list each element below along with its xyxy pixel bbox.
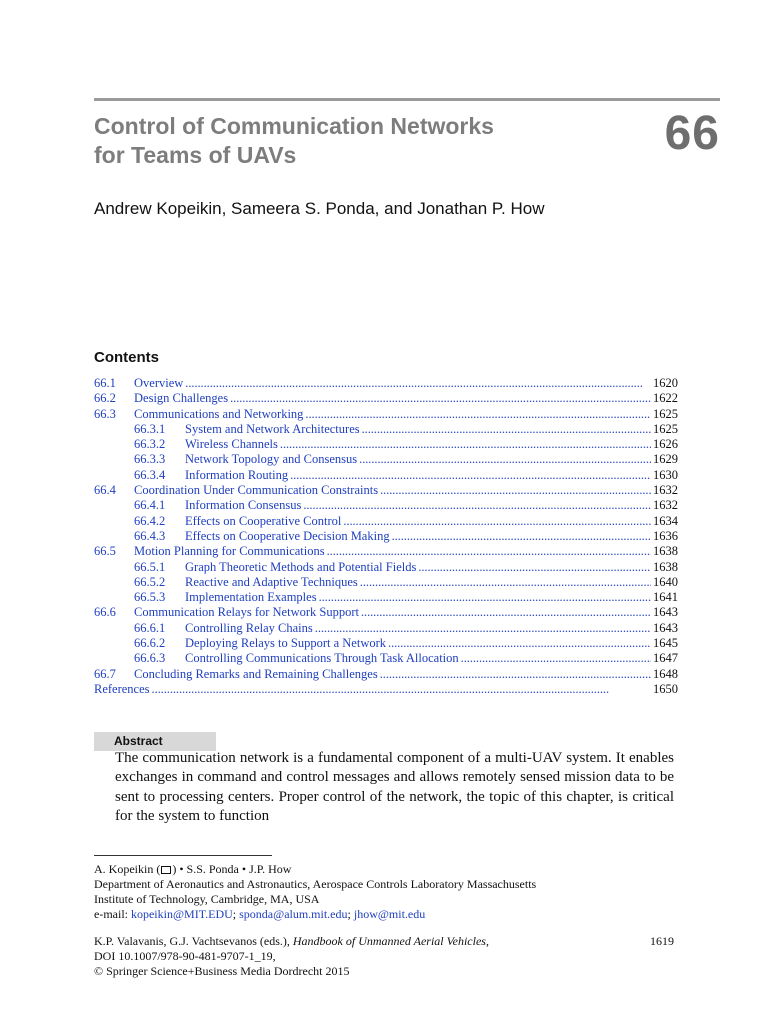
toc-entry-title[interactable]: System and Network Architectures — [185, 421, 360, 436]
toc-entry-number: 66.4.3 — [134, 528, 166, 543]
toc-entry-page: 1648 — [653, 666, 678, 681]
contents-heading: Contents — [94, 349, 159, 366]
publication-doi: DOI 10.1007/978-90-481-9707-1_19, — [94, 949, 276, 963]
toc-entry-number: 66.6.2 — [134, 636, 166, 651]
toc-leader-dots — [305, 407, 651, 422]
toc-leader-dots — [461, 651, 651, 666]
toc-entry-title[interactable]: Concluding Remarks and Remaining Challenges — [134, 666, 378, 681]
toc-entry[interactable] — [94, 483, 678, 498]
toc-entry-page: 1620 — [653, 376, 678, 390]
footnote — [94, 862, 694, 922]
toc-leader-dots — [185, 376, 651, 391]
toc-entry-title[interactable]: Effects on Cooperative Control — [185, 513, 342, 528]
footnote-authors-prefix: A. Kopeikin ( — [94, 862, 161, 876]
toc-leader-dots — [392, 529, 651, 544]
email-link-how[interactable]: jhow@mit.edu — [353, 907, 426, 921]
toc-leader-dots — [361, 605, 651, 620]
abstract-text: The communication network is a fundamental component of a multi-UAV system. It enables exchanges in command and control messages and allows remotely sensed mission data to be sent to processing centers. Proper control of the network, the topic of this chapter, is critical for the system to function — [115, 750, 674, 824]
toc-leader-dots — [359, 452, 651, 467]
toc-entry-number: 66.1 — [94, 376, 116, 390]
table-of-contents — [94, 376, 678, 697]
toc-entry-title[interactable]: Coordination Under Communication Constraints — [134, 483, 379, 498]
toc-entry-title[interactable]: Reactive and Adaptive Techniques — [185, 574, 358, 589]
toc-entry-title[interactable]: Communication Relays for Network Support — [134, 605, 359, 620]
toc-entry-page: 1640 — [653, 574, 678, 589]
toc-entry-page: 1626 — [653, 437, 678, 452]
toc-leader-dots — [303, 498, 651, 513]
toc-entry[interactable] — [94, 590, 678, 605]
toc-entry-page: 1632 — [653, 498, 678, 513]
toc-entry[interactable] — [94, 560, 678, 575]
publication-book-suffix: , — [485, 934, 489, 948]
toc-entry-number: 66.4 — [94, 483, 116, 498]
footnote-affiliation-line2: Institute of Technology, Cambridge, MA, USA — [94, 892, 320, 906]
toc-entry-page: 1634 — [653, 513, 678, 528]
toc-entry-number: 66.4.2 — [134, 513, 166, 528]
toc-entry[interactable] — [94, 422, 678, 437]
email-label: e-mail: — [94, 907, 131, 921]
abstract-label: Abstract — [94, 732, 216, 751]
toc-entry-page: 1638 — [653, 559, 678, 574]
toc-leader-dots — [280, 437, 651, 452]
toc-entry-number: 66.4.1 — [134, 498, 166, 513]
toc-entry-page: 1641 — [653, 590, 678, 605]
toc-entry-page: 1622 — [653, 391, 678, 406]
toc-entry-page: 1650 — [653, 681, 678, 696]
chapter-title-line2: for Teams of UAVs — [94, 142, 297, 168]
toc-entry-title[interactable]: References — [94, 681, 150, 696]
toc-entry-title[interactable]: Communications and Networking — [134, 406, 304, 421]
envelope-icon — [161, 866, 171, 874]
toc-entry-page: 1632 — [653, 483, 678, 498]
toc-entry-number: 66.3.1 — [134, 421, 166, 436]
toc-entry-title[interactable]: Graph Theoretic Methods and Potential Fields — [185, 559, 417, 574]
toc-leader-dots — [343, 514, 651, 529]
email-link-ponda[interactable]: sponda@alum.mit.edu — [239, 907, 348, 921]
toc-leader-dots — [418, 560, 651, 575]
chapter-top-rule — [94, 98, 720, 101]
toc-entry[interactable] — [94, 407, 678, 422]
email-link-kopeikin[interactable]: kopeikin@MIT.EDU — [130, 907, 233, 921]
toc-entry[interactable] — [94, 452, 678, 467]
toc-leader-dots — [230, 391, 651, 406]
chapter-title-line1: Control of Communication Networks — [94, 113, 494, 139]
toc-entry-title[interactable]: Motion Planning for Communications — [134, 544, 325, 559]
toc-entry[interactable] — [94, 636, 678, 651]
toc-entry[interactable] — [94, 498, 678, 513]
toc-leader-dots — [319, 590, 651, 605]
toc-entry-title[interactable]: Implementation Examples — [185, 590, 317, 605]
toc-entry-number: 66.3.4 — [134, 467, 166, 482]
toc-leader-dots — [360, 575, 651, 590]
footnote-authors — [94, 862, 694, 877]
toc-entry-title[interactable]: Controlling Communications Through Task Allocation — [185, 651, 459, 666]
toc-entry-page: 1643 — [653, 620, 678, 635]
toc-entry-page: 1625 — [653, 421, 678, 436]
toc-entry[interactable] — [94, 575, 678, 590]
toc-entry[interactable] — [94, 468, 678, 483]
toc-leader-dots — [380, 483, 651, 498]
toc-entry-number: 66.6.1 — [134, 620, 166, 635]
toc-entry-title[interactable]: Controlling Relay Chains — [185, 620, 313, 635]
toc-leader-dots — [362, 422, 651, 437]
toc-entry-page: 1629 — [653, 452, 678, 467]
toc-entry[interactable] — [94, 605, 678, 620]
toc-entry-number: 66.5.1 — [134, 559, 166, 574]
toc-entry-number: 66.7 — [94, 666, 116, 681]
toc-entry[interactable] — [94, 667, 678, 682]
toc-entry-page: 1645 — [653, 636, 678, 651]
toc-entry-number: 66.3.3 — [134, 452, 166, 467]
toc-entry-page: 1630 — [653, 467, 678, 482]
toc-entry-title[interactable]: Design Challenges — [134, 391, 229, 406]
toc-entry-number: 66.6.3 — [134, 651, 166, 666]
toc-entry-number: 66.3.2 — [134, 437, 166, 452]
toc-entry-title[interactable]: Network Topology and Consensus — [185, 452, 358, 467]
footnote-rule — [94, 855, 272, 856]
toc-entry[interactable] — [94, 621, 678, 636]
chapter-title — [94, 112, 614, 170]
toc-leader-dots — [152, 682, 651, 697]
chapter-authors: Andrew Kopeikin, Sameera S. Ponda, and Jonathan P. How — [94, 199, 545, 218]
toc-entry-title[interactable]: Information Consensus — [185, 498, 302, 513]
toc-entry[interactable] — [94, 376, 678, 391]
toc-entry-number: 66.6 — [94, 605, 116, 620]
toc-entry[interactable] — [94, 529, 678, 544]
toc-entry-number: 66.2 — [94, 391, 116, 406]
toc-leader-dots — [315, 621, 651, 636]
page-number: 1619 — [650, 934, 674, 948]
footnote-affiliation-line1: Department of Aeronautics and Astronautics, Aerospace Controls Laboratory Massachusetts — [94, 877, 537, 891]
toc-entry-page: 1643 — [653, 605, 678, 620]
toc-entry-title[interactable]: Wireless Channels — [185, 437, 278, 452]
toc-entry-title[interactable]: Overview — [134, 376, 184, 390]
toc-entry[interactable] — [94, 437, 678, 452]
toc-entry-page: 1625 — [653, 406, 678, 421]
toc-leader-dots — [388, 636, 651, 651]
toc-entry-page: 1638 — [653, 544, 678, 559]
toc-entry-number: 66.3 — [94, 406, 116, 421]
toc-entry-page: 1647 — [653, 651, 678, 666]
toc-entry-title[interactable]: Information Routing — [185, 467, 289, 482]
toc-entry-number: 66.5.3 — [134, 590, 166, 605]
toc-entry[interactable] — [94, 682, 678, 697]
publication-info — [94, 934, 674, 979]
toc-entry[interactable] — [94, 514, 678, 529]
toc-entry-number: 66.5 — [94, 544, 116, 559]
toc-entry[interactable] — [94, 651, 678, 666]
publication-book-title: Handbook of Unmanned Aerial Vehicles — [292, 934, 486, 948]
publication-editors-line — [94, 934, 674, 949]
toc-leader-dots — [380, 667, 651, 682]
chapter-number: 66 — [664, 107, 720, 160]
toc-leader-dots — [327, 544, 651, 559]
publication-copyright: © Springer Science+Business Media Dordrecht 2015 — [94, 964, 350, 978]
publication-editors: K.P. Valavanis, G.J. Vachtsevanos (eds.), — [94, 934, 293, 948]
toc-entry[interactable] — [94, 391, 678, 406]
toc-entry-page: 1636 — [653, 528, 678, 543]
toc-entry[interactable] — [94, 544, 678, 559]
footnote-authors-suffix: ) • S.S. Ponda • J.P. How — [172, 862, 292, 876]
toc-entry-title[interactable]: Effects on Cooperative Decision Making — [185, 528, 390, 543]
toc-entry-number: 66.5.2 — [134, 574, 166, 589]
toc-leader-dots — [290, 468, 651, 483]
toc-entry-title[interactable]: Deploying Relays to Support a Network — [185, 636, 387, 651]
footnote-emails: e-mail: kopeikin@MIT.EDU; sponda@alum.mit.edu; jhow@mit.edu — [94, 907, 426, 921]
